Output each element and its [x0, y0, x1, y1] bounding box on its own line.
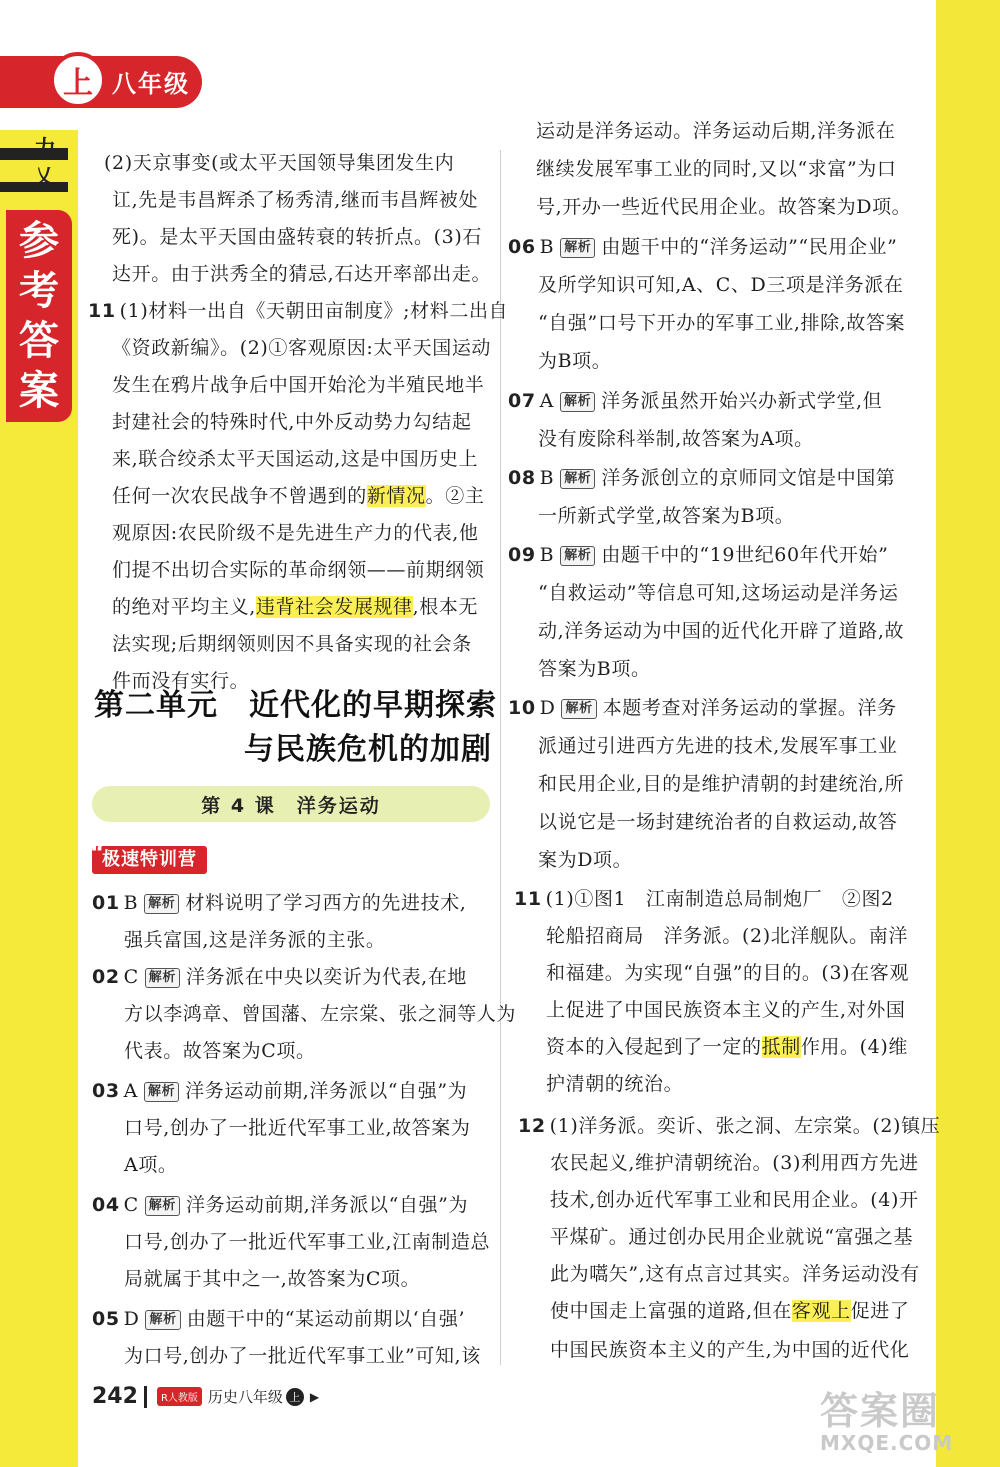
- q11-line: 发生在鸦片战争后中国开始沦为半殖民地半: [112, 374, 485, 396]
- q11-line: 封建社会的特殊时代,中外反动势力勾结起: [112, 411, 472, 433]
- subject-glyph-2: 乂: [34, 164, 54, 188]
- analysis-tag: 解析: [145, 1310, 180, 1330]
- q11-line: 任何一次农民战争不曾遇到的新情况。②主: [112, 485, 485, 507]
- answer-line: 轮船招商局 洋务派。(2)北洋舰队。南洋: [546, 925, 908, 947]
- answer-line: 08 B 解析 洋务派创立的京师同文馆是中国第: [508, 467, 896, 489]
- page-footer: [92, 1384, 319, 1409]
- answer-line: 和福建。为实现“自强”的目的。(3)在客观: [546, 962, 909, 984]
- footer-separator: [144, 1386, 147, 1408]
- answer-line: 此为嚆矢”,这有点言过其实。洋务运动没有: [550, 1263, 920, 1285]
- answer-line: 方以李鸿章、曾国藩、左宗棠、张之洞等人为: [124, 1003, 517, 1025]
- answer-line: 技术,创办近代军事工业和民用企业。(4)开: [550, 1189, 919, 1211]
- text-line: 号,开办一些近代民用企业。故答案为D项。: [536, 196, 912, 218]
- answer-line: 局就属于其中之一,故答案为C项。: [124, 1268, 421, 1290]
- unit-title-line1: 第二单元 近代化的早期探索: [94, 688, 497, 723]
- answer-line: 07 A 解析 洋务派虽然开始兴办新式学堂,但: [508, 390, 883, 412]
- q11-line: 《资政新编》。(2)①客观原因:太平天国运动: [112, 337, 492, 359]
- answer-line: 派通过引进西方先进的技术,发展军事工业: [538, 735, 898, 757]
- text-line: 达开。由于洪秀全的猜忌,石达开率部出走。: [112, 263, 492, 285]
- q11-line: 的绝对平均主义,违背社会发展规律,根本无: [112, 596, 479, 618]
- answer-line: 06 B 解析 由题干中的“洋务运动”“民用企业”: [508, 236, 898, 258]
- subject-decoration-icon: [0, 134, 78, 204]
- highlight: 违背社会发展规律: [255, 596, 413, 618]
- answer-line: 03 A 解析 洋务运动前期,洋务派以“自强”为: [92, 1080, 468, 1102]
- q11-line: 来,联合绞杀太平天国运动,这是中国历史上: [112, 448, 479, 470]
- q11-line: 们提不出切合实际的革命纲领——前期纲领: [112, 559, 485, 581]
- answer-line: “自救运动”等信息可知,这场运动是洋务运: [538, 582, 899, 604]
- answer-line: 答案为B项。: [538, 658, 651, 680]
- analysis-tag: 解析: [560, 392, 595, 412]
- volume-badge: 上: [286, 1388, 304, 1406]
- analysis-tag: 解析: [560, 546, 595, 566]
- side-char: 考: [19, 268, 59, 314]
- lesson-title-bar: 第 4 课 洋务运动: [92, 786, 490, 822]
- column-divider: [500, 150, 501, 1365]
- answer-line: 上促进了中国民族资本主义的产生,对外国: [546, 999, 906, 1021]
- side-char: 答: [19, 318, 59, 364]
- unit-title-line2: 与民族危机的加剧: [244, 732, 492, 767]
- text-line: 运动是洋务运动。洋务运动后期,洋务派在: [536, 120, 896, 142]
- analysis-tag: 解析: [145, 1196, 180, 1216]
- q11-line: 11 (1)材料一出自《天朝田亩制度》;材料二出自: [88, 300, 509, 322]
- watermark-url: MXQE.COM: [820, 1431, 954, 1455]
- subject-glyph-1: 力: [34, 137, 57, 162]
- text-line: 讧,先是韦昌辉杀了杨秀清,继而韦昌辉被处: [112, 189, 479, 211]
- answer-line: 代表。故答案为C项。: [124, 1040, 316, 1062]
- analysis-tag: 解析: [145, 968, 180, 988]
- answer-line: 及所学知识可知,A、C、D三项是洋务派在: [538, 274, 904, 296]
- answer-line: 没有废除科举制,故答案为A项。: [538, 428, 814, 450]
- analysis-tag: 解析: [561, 699, 596, 719]
- answer-line: A项。: [124, 1154, 178, 1176]
- publisher-badge: R人教版: [157, 1387, 202, 1406]
- answer-line: 10 D 解析 本题考查对洋务运动的掌握。洋务: [508, 697, 897, 719]
- answer-line: 口号,创办了一批近代军事工业,江南制造总: [124, 1231, 491, 1253]
- question-number: 11: [88, 300, 116, 322]
- highlight: 客观上: [791, 1300, 851, 1322]
- side-char: 参: [19, 218, 59, 264]
- answer-line: 以说它是一场封建统治者的自救运动,故答: [538, 811, 898, 833]
- reference-answer-label: [6, 210, 72, 422]
- answer-line: 强兵富国,这是洋务派的主张。: [124, 929, 386, 951]
- analysis-tag: 解析: [560, 238, 595, 258]
- text-line: 继续发展军事工业的同时,又以“求富”为口: [536, 158, 897, 180]
- highlight: 新情况: [366, 485, 426, 507]
- highlight: 抵制: [761, 1036, 801, 1058]
- watermark-logo-text: 答案圈: [820, 1389, 941, 1433]
- answer-line: 中国民族资本主义的产生,为中国的近代化: [550, 1339, 910, 1361]
- answer-line: 平煤矿。通过创办民用企业就说“富强之基: [550, 1226, 914, 1248]
- arrow-icon: ▶: [309, 1389, 320, 1404]
- answer-line: 动,洋务运动为中国的近代化开辟了道路,故: [538, 620, 905, 642]
- page-number: 242: [92, 1384, 138, 1409]
- analysis-tag: 解析: [144, 894, 179, 914]
- answer-line: 资本的入侵起到了一定的抵制作用。(4)维: [546, 1036, 908, 1058]
- answer-line: 一所新式学堂,故答案为B项。: [538, 505, 795, 527]
- q11-line: 观原因:农民阶级不是先进生产力的代表,他: [112, 522, 479, 544]
- answer-line: 使中国走上富强的道路,但在客观上促进了: [550, 1300, 910, 1322]
- q11-line: 法实现;后期纲领则因不具备实现的社会条: [112, 633, 472, 655]
- grade-label: 八年级: [112, 70, 190, 98]
- answer-line: 农民起义,维护清朝统治。(3)利用西方先进: [550, 1152, 919, 1174]
- analysis-tag: 解析: [144, 1082, 179, 1102]
- answer-line: 05 D 解析 由题干中的“某运动前期以‘自强’: [92, 1308, 466, 1330]
- training-camp-badge: “ 极速特训营: [92, 846, 207, 874]
- answer-line: 案为D项。: [538, 849, 633, 871]
- answer-line: 口号,创办了一批近代军事工业,故答案为: [124, 1117, 471, 1139]
- answer-line: 09 B 解析 由题干中的“19世纪60年代开始”: [508, 544, 889, 566]
- side-char: 案: [19, 368, 59, 414]
- answer-line: 和民用企业,目的是维护清朝的封建统治,所: [538, 773, 905, 795]
- answer-line: 为B项。: [538, 350, 612, 372]
- text-line: (2)天京事变(或太平天国领导集团发生内: [104, 152, 455, 174]
- answer-line: 01 B 解析 材料说明了学习西方的先进技术,: [92, 892, 467, 914]
- answer-line: 02 C 解析 洋务派在中央以奕䜣为代表,在地: [92, 966, 468, 988]
- answer-line: 11 (1)①图1 江南制造总局制炮厂 ②图2: [514, 888, 894, 910]
- answer-line: 12 (1)洋务派。奕䜣、张之洞、左宗棠。(2)镇压: [518, 1115, 941, 1137]
- text-line: 死)。是太平天国由盛转衰的转折点。(3)石: [112, 226, 482, 248]
- q11-line: 件而没有实行。: [112, 670, 250, 692]
- grade-circle: 上: [50, 52, 106, 108]
- answer-line: “自强”口号下开办的军事工业,排除,故答案: [538, 312, 906, 334]
- answer-line: 为口号,创办了一批近代军事工业”可知,该: [124, 1345, 481, 1367]
- book-name: 历史八年级: [207, 1388, 283, 1406]
- analysis-tag: 解析: [560, 469, 595, 489]
- answer-line: 04 C 解析 洋务运动前期,洋务派以“自强”为: [92, 1194, 469, 1216]
- right-yellow-band: [936, 0, 1000, 1467]
- watermark: [820, 1380, 990, 1460]
- answer-line: 护清朝的统治。: [546, 1073, 684, 1095]
